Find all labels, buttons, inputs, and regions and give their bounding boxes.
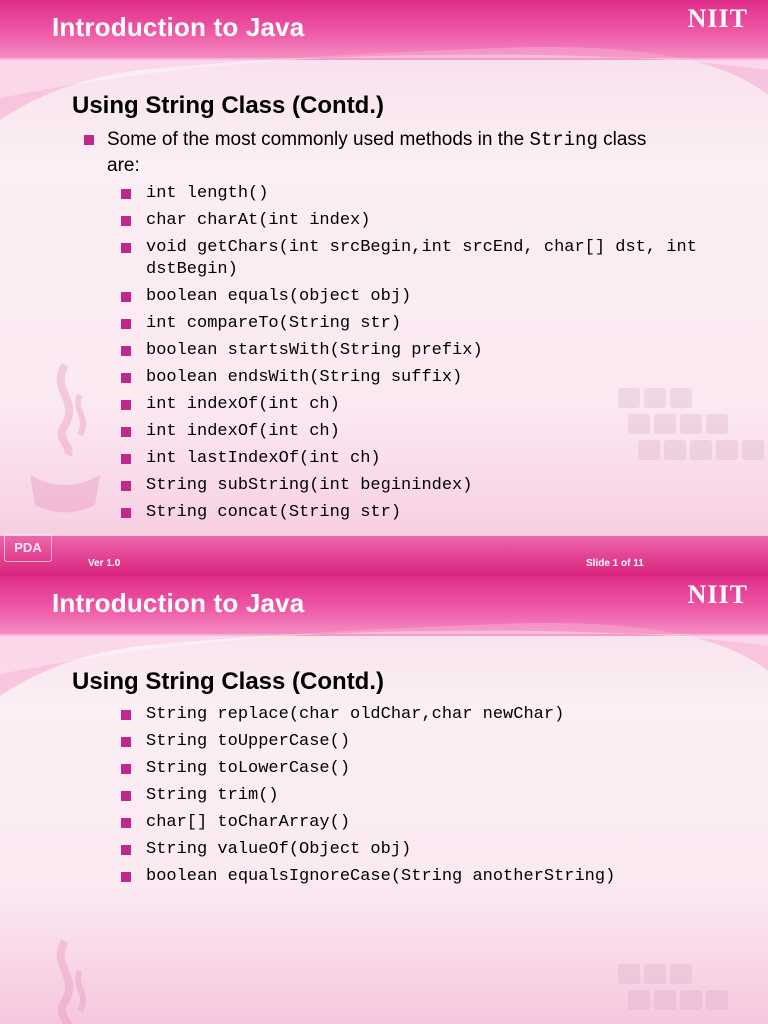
- intro-text: Some of the most commonly used methods in the: [107, 129, 530, 150]
- bullet-square-icon: [121, 427, 131, 437]
- list-item: char[] toCharArray(): [121, 812, 741, 834]
- bullet-square-icon: [121, 764, 131, 774]
- pda-badge: PDA: [4, 534, 52, 562]
- bullet-square-icon: [121, 872, 131, 882]
- section-heading: Using String Class (Contd.): [72, 92, 384, 119]
- bullet-square-icon: [84, 135, 94, 145]
- list-item: char charAt(int index): [121, 210, 741, 232]
- list-item: boolean equals(object obj): [121, 286, 741, 308]
- bullet-square-icon: [121, 737, 131, 747]
- section-heading: Using String Class (Contd.): [72, 668, 384, 695]
- bullet-square-icon: [121, 346, 131, 356]
- intro-text-line2: are:: [107, 155, 140, 176]
- bullet-square-icon: [121, 481, 131, 491]
- list-item: boolean equalsIgnoreCase(String anotherString): [121, 866, 741, 888]
- intro-bullet: [84, 127, 724, 178]
- list-item: String subString(int beginindex): [121, 475, 741, 497]
- method-list: [121, 704, 741, 893]
- intro-text-after: class: [597, 129, 647, 150]
- bullet-square-icon: [121, 818, 131, 828]
- niit-logo: NIIT: [687, 4, 748, 33]
- list-item: String trim(): [121, 785, 741, 807]
- slide-2: [0, 576, 768, 1024]
- list-item: void getChars(int srcBegin,int srcEnd, char[] dst, int dstBegin): [121, 237, 741, 281]
- bullet-square-icon: [121, 373, 131, 383]
- list-item: int length(): [121, 183, 741, 205]
- list-item: String concat(String str): [121, 502, 741, 524]
- list-item: int lastIndexOf(int ch): [121, 448, 741, 470]
- list-item: int compareTo(String str): [121, 313, 741, 335]
- list-item: int indexOf(int ch): [121, 421, 741, 443]
- bullet-square-icon: [121, 400, 131, 410]
- bullet-square-icon: [121, 508, 131, 518]
- bullet-square-icon: [121, 454, 131, 464]
- slide-title: Introduction to Java: [52, 12, 305, 42]
- list-item: boolean endsWith(String suffix): [121, 367, 741, 389]
- list-item: String toLowerCase(): [121, 758, 741, 780]
- method-list: [121, 183, 741, 529]
- slide-title: Introduction to Java: [52, 588, 305, 618]
- footer-band: [0, 536, 768, 576]
- bullet-square-icon: [121, 243, 131, 253]
- java-cup-icon: [20, 931, 110, 1024]
- slide-number: Slide 1 of 11: [586, 558, 644, 569]
- bullet-square-icon: [121, 189, 131, 199]
- keyboard-graphic: [598, 946, 768, 1024]
- list-item: int indexOf(int ch): [121, 394, 741, 416]
- bullet-square-icon: [121, 319, 131, 329]
- bullet-square-icon: [121, 791, 131, 801]
- version-label: Ver 1.0: [88, 558, 121, 569]
- list-item: boolean startsWith(String prefix): [121, 340, 741, 362]
- bullet-square-icon: [121, 292, 131, 302]
- list-item: String replace(char oldChar,char newChar): [121, 704, 741, 726]
- list-item: String valueOf(Object obj): [121, 839, 741, 861]
- intro-code: String: [529, 129, 598, 151]
- niit-logo: NIIT: [687, 580, 748, 609]
- bullet-square-icon: [121, 710, 131, 720]
- java-cup-icon: [20, 355, 110, 525]
- bullet-square-icon: [121, 216, 131, 226]
- list-item: String toUpperCase(): [121, 731, 741, 753]
- bullet-square-icon: [121, 845, 131, 855]
